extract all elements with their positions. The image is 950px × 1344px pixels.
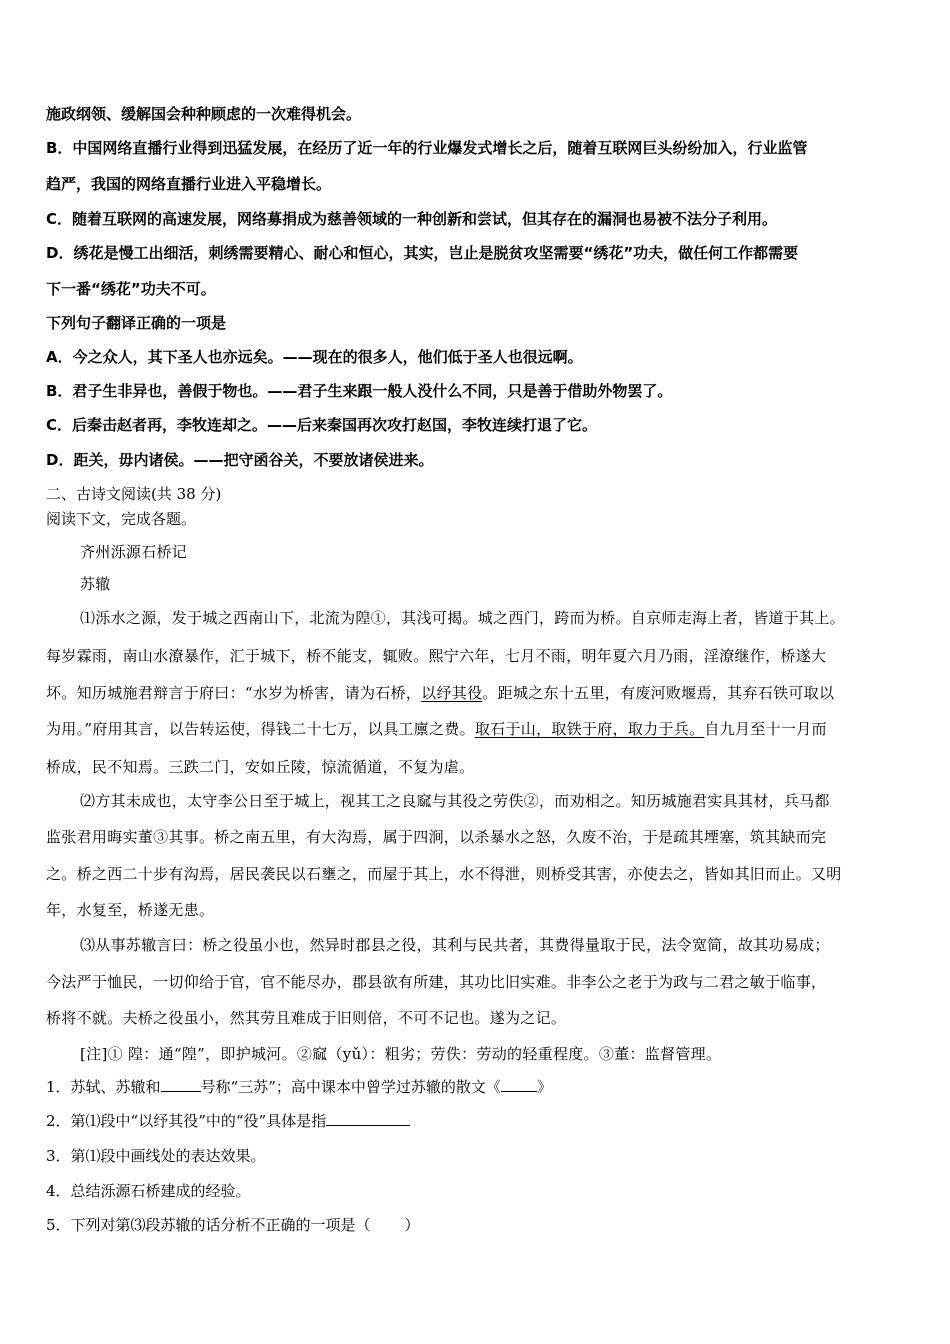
q1-text-a: 1．苏轼、苏辙和: [46, 1078, 161, 1096]
p1-line3: [46, 682, 834, 703]
p1-line3-text: 坏。知历城施君辩言于府曰：“水岁为桥害，请为石桥，: [46, 684, 422, 702]
translation-option-d: D．距关，毋内诸侯。——把守函谷关，不要放诸侯进来。: [46, 451, 434, 469]
q2-blank[interactable]: [326, 1111, 410, 1126]
p2-line2: 监张君用晦实董③其事。桥之南五里，有大沟焉，属于四涧，以杀暴水之怒，久废不治，于是疏其堙塞，筑其缺而完: [46, 828, 827, 846]
option-c: C．随着互联网的高速发展，网络募捐成为慈善领域的一种创新和尝试，但其存在的漏洞也易被不法分子利用。: [46, 210, 778, 228]
p1-line1: ⑴泺水之源，发于城之西南山下，北流为隍①，其浅可揭。城之西门，跨而为桥。自京师走海上者，皆道于其上。: [80, 609, 846, 627]
translation-option-a: A．今之众人，其下圣人也亦远矣。——现在的很多人，他们低于圣人也很远啊。: [46, 348, 583, 366]
passage-title: 齐州泺源石桥记: [80, 543, 188, 561]
q1-blank-2[interactable]: [501, 1077, 537, 1092]
translation-option-c: C．后秦击赵者再，李牧连却之。——后来秦国再次攻打赵国，李牧连续打退了它。: [46, 416, 598, 434]
section-heading: 二、古诗文阅读(共 38 分): [46, 485, 222, 503]
p1-line4-tail: 自九月至十一月而: [704, 720, 827, 738]
question-2: [46, 1110, 410, 1131]
question-5: [46, 1214, 420, 1235]
q2-text: 2．第⑴段中“以纾其役”中的“役”具体是指: [46, 1112, 327, 1130]
underlined-phrase: 以纾其役: [421, 684, 483, 702]
p2-line1: ⑵方其未成也，太守李公日至于城上，视其工之良窳与其役之劳佚②，而劝相之。知历城施君实具其材，兵马都: [80, 792, 830, 810]
p1-line5: 桥成，民不知焉。三跌二门，安如丘陵，惊流循道，不复为虐。: [46, 758, 475, 776]
translation-option-b: B．君子生非异也，善假于物也。——君子生来跟一般人没什么不同，只是善于借助外物罢了。: [46, 382, 673, 400]
option-b-line2: 趋严，我国的网络直播行业进入平稳增长。: [46, 175, 332, 193]
instruction: 阅读下文，完成各题。: [46, 510, 197, 528]
question-1: [46, 1076, 552, 1097]
underlined-sentence: 取石于山，取铁于府，取力于兵。: [474, 720, 705, 738]
q5-text-b: ）: [404, 1216, 420, 1234]
option-b-line1: B．中国网络直播行业得到迅猛发展，在经历了近一年的行业爆发式增长之后，随着互联网巨头纷纷加入，行业监管: [46, 139, 808, 157]
question-continuation: 施政纲领、缓解国会种种顾虑的一次难得机会。: [46, 105, 362, 123]
p1-line2: 每岁霖雨，南山水潦暴作，汇于城下，桥不能支，辄败。熙宁六年，七月不雨，明年夏六月乃雨，淫潦继作，桥遂大: [46, 647, 827, 665]
q1-text-c: 》: [536, 1078, 552, 1096]
translation-question: 下列句子翻译正确的一项是: [46, 314, 227, 332]
option-d-line1: D．绣花是慢工出细活，刺绣需要精心、耐心和恒心，其实，岂止是脱贫攻坚需要“绣花”功夫，做任何工作都需要: [46, 244, 799, 262]
p1-line4: [46, 718, 827, 739]
annotation-notes: [注]① 隍：通“隍”，即护城河。②窳（yǔ）：粗劣；劳佚：劳动的轻重程度。③董：监督管理。: [80, 1045, 722, 1063]
question-4: 4．总结泺源石桥建成的经验。: [46, 1182, 251, 1200]
p2-line4: 年，水复至，桥遂无患。: [46, 901, 215, 919]
q1-text-b: 号称“三苏”；高中课本中曾学过苏辙的散文《: [200, 1078, 501, 1096]
p3-line1: ⑶从事苏辙言曰：桥之役虽小也，然异时郡县之役，其利与民共者，其费得量取于民，法令宽简，故其功易成；: [80, 936, 830, 954]
question-3: 3．第⑴段中画线处的表达效果。: [46, 1147, 266, 1165]
passage-author: 苏辙: [80, 575, 111, 593]
option-d-line2: 下一番“绣花”功夫不可。: [46, 280, 216, 298]
q5-text-a: 5．下列对第⑶段苏辙的话分析不正确的一项是（: [46, 1216, 371, 1234]
p3-line2: 今法严于恤民，一切仰给于官，官不能尽办，郡县欲有所建，其功比旧实难。非李公之老于为政与二君之敏于临事，: [46, 973, 827, 991]
p3-line3: 桥将不就。夫桥之役虽小，然其劳且难成于旧则倍，不可不记也。遂为之记。: [46, 1009, 567, 1027]
p1-line3-tail: 。距城之东十五里，有废河败堰焉，其弃石铁可取以: [482, 684, 835, 702]
p1-line4-text: 为用。”府用其言，以告转运使，得钱二十七万，以具工廪之费。: [46, 720, 475, 738]
q1-blank-1[interactable]: [161, 1077, 201, 1092]
p2-line3: 之。桥之西二十步有沟焉，居民袭民以石壅之，而屋于其上，水不得泄，则桥受其害，亦使去之，皆如其旧而止。又明: [46, 865, 842, 883]
